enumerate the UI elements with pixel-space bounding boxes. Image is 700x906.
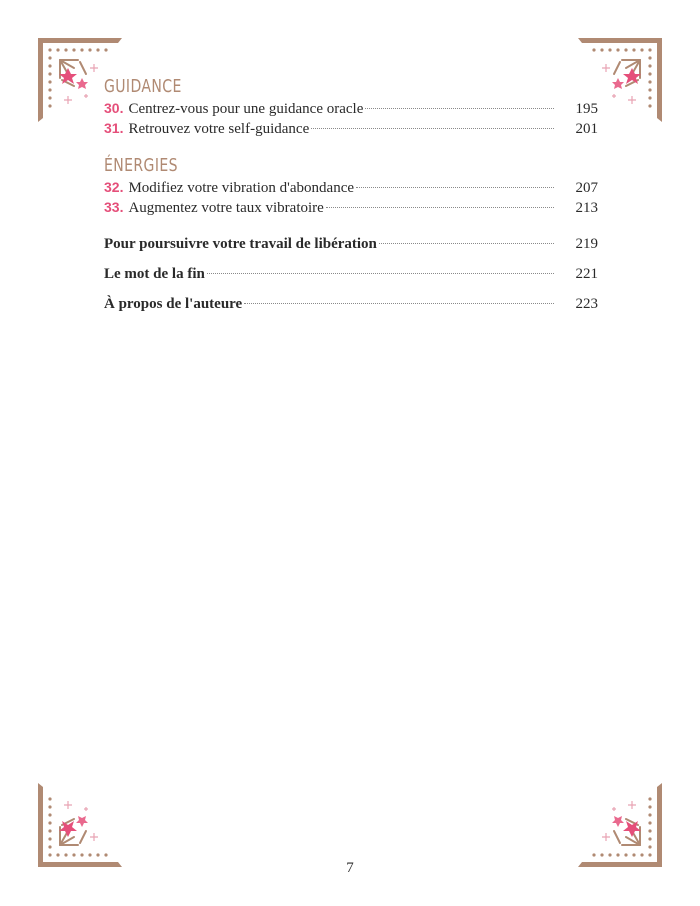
entry-page: 219 — [575, 236, 598, 252]
entry-page: 201 — [575, 121, 598, 137]
dot-leader — [356, 187, 554, 188]
entry-page: 221 — [575, 266, 598, 282]
dot-leader — [311, 128, 554, 129]
toc-entry[interactable] — [104, 177, 598, 197]
toc-entry[interactable] — [104, 264, 598, 284]
entry-label: Le mot de la fin — [104, 266, 205, 282]
dot-leader — [365, 108, 554, 109]
toc-entry[interactable] — [104, 294, 598, 314]
entry-label: Centrez-vous pour une guidance oracle — [128, 101, 364, 117]
entry-page: 223 — [575, 296, 598, 312]
dot-leader — [379, 243, 554, 244]
corner-ornament-icon — [578, 783, 662, 867]
entry-label: Retrouvez votre self-guidance — [128, 121, 310, 137]
entry-number: 30. — [104, 100, 124, 116]
toc-entry[interactable] — [104, 118, 598, 138]
entry-number: 33. — [104, 199, 124, 215]
corner-ornament-icon — [38, 783, 122, 867]
table-of-contents — [104, 76, 598, 314]
entry-page: 207 — [575, 180, 598, 196]
entry-page: 213 — [575, 200, 598, 216]
dot-leader — [207, 273, 554, 274]
entry-number: 31. — [104, 120, 124, 136]
entry-page: 195 — [575, 101, 598, 117]
dot-leader — [326, 207, 554, 208]
entry-label: Augmentez votre taux vibratoire — [128, 200, 324, 216]
toc-entry[interactable] — [104, 197, 598, 217]
section-title: GUIDANCE — [104, 76, 182, 97]
dot-leader — [244, 303, 554, 304]
entry-label: À propos de l'auteure — [104, 296, 243, 312]
section-title: ÉNERGIES — [104, 155, 178, 176]
page-number: 7 — [346, 860, 354, 876]
entry-label: Modifiez votre vibration d'abondance — [128, 180, 355, 196]
toc-entry[interactable] — [104, 98, 598, 118]
entry-number: 32. — [104, 179, 124, 195]
entry-label: Pour poursuivre votre travail de libération — [104, 236, 377, 252]
toc-entry[interactable] — [104, 234, 598, 254]
